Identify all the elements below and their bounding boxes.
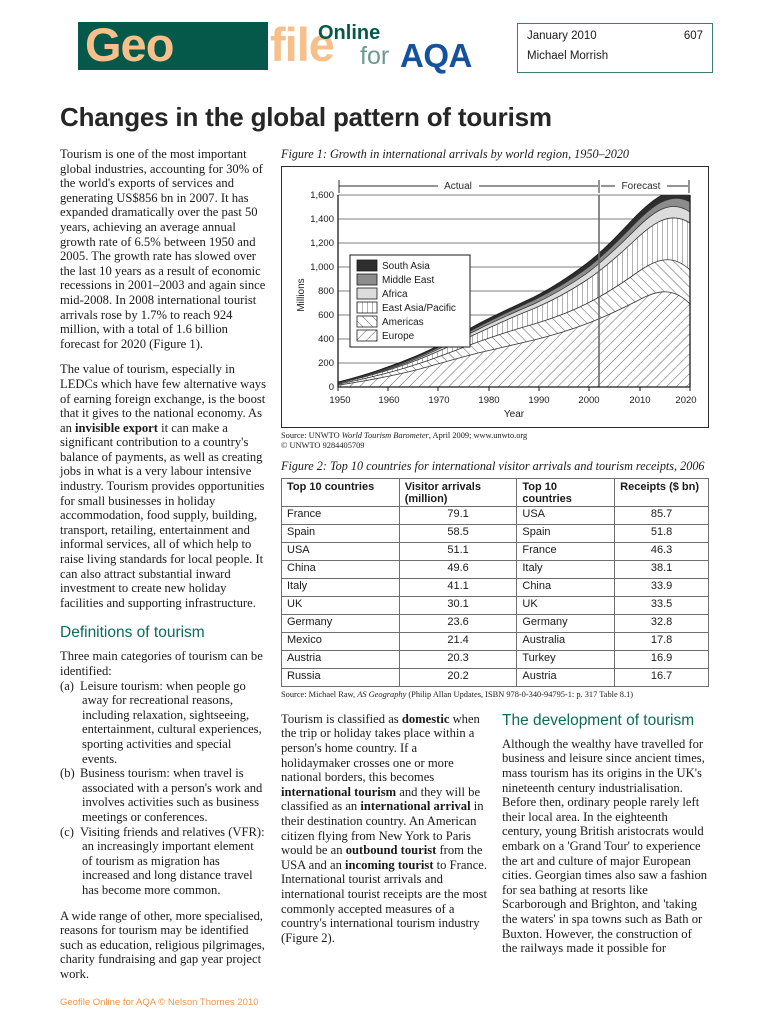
column-header-visitor-arrivals: Visitor arrivals (million) — [399, 479, 517, 507]
legend-label-americas: Americas — [382, 317, 424, 328]
page-footer: Geofile Online for AQA © Nelson Thornes 2010 — [60, 997, 259, 1008]
heading-development-of-tourism: The development of tourism — [502, 711, 695, 729]
list-item: (c) Visiting friends and relatives (VFR): an increasingly important element of tourism as migration has increased and long distance travel has become more common. — [60, 824, 265, 897]
table-row: China 49.6 Italy 38.1 — [282, 561, 709, 579]
list-item: (a) Leisure tourism: when people go away for recreational reasons, including relaxation, sightseeing, entertainment, cultural experiences, sporting activities and special events. — [60, 678, 262, 766]
table-row: Spain 58.5 Spain 51.8 — [282, 525, 709, 543]
bottom-left-column — [281, 712, 488, 967]
development-paragraph: Although the wealthy have travelled for business and leisure since ancient times, mass tourism has its origins in the UK's nineteenth century industrialisation. Before then, ordinary people rarely left their local area. In the eighteenth century, young British aristocrats would embark on a 'Grand Tour' to experience the art and culture of major European cities. Georgian times also saw a fashion for sea bathing at resorts like Scarborough and Brighton, and 'taking the waters' in spa towns such as Bath or Buxton. However, the construction of the railways made it possible for — [502, 736, 708, 956]
svg-text:2000: 2000 — [578, 395, 600, 406]
list-item: (b) Business tourism: when travel is associated with a person's work and involves activities such as business meetings or conferences. — [60, 766, 263, 824]
svg-text:400: 400 — [318, 334, 334, 345]
legend-swatch-middle-east — [357, 274, 377, 285]
svg-text:1950: 1950 — [329, 395, 351, 406]
svg-text:1990: 1990 — [528, 395, 550, 406]
chart-y-axis-label: Millions — [296, 278, 307, 312]
logo-geo-text: Geo — [85, 18, 174, 71]
table-row: Italy 41.1 China 33.9 — [282, 579, 709, 597]
legend-swatch-south-asia — [357, 260, 377, 271]
legend-label-africa: Africa — [382, 289, 408, 300]
main-content — [60, 147, 713, 992]
svg-text:1,000: 1,000 — [310, 262, 334, 273]
legend-swatch-east-asia-pacific — [357, 302, 377, 313]
table-row: Austria 20.3 Turkey 16.9 — [282, 651, 709, 669]
svg-text:2010: 2010 — [629, 395, 651, 406]
table-row: France 79.1 USA 85.7 — [282, 507, 709, 525]
column-header-countries-receipts: Top 10 countries — [517, 479, 615, 507]
legend-label-europe: Europe — [382, 331, 415, 342]
svg-text:800: 800 — [318, 286, 334, 297]
page-header — [60, 18, 713, 84]
right-figure-column — [281, 147, 711, 992]
other-reasons-paragraph: A wide range of other, more specialised, reasons for tourism may be identified such as education, religious pilgrimages, charity fundraising and gap year project work. — [60, 908, 265, 981]
geofile-logo — [60, 18, 485, 74]
logo-online-text: Online — [318, 22, 381, 44]
invisible-export-term: invisible export — [75, 420, 158, 435]
bottom-right-column — [502, 712, 709, 967]
legend-label-south-asia: South Asia — [382, 261, 430, 272]
classification-paragraph: Tourism is classified as domestic when the trip or holiday takes place within a person's home country. If a holidaymaker crosses one or more national borders, this becomes international tourism and they will be classified as an international arrival in their destination country. An American citizen flying from New York to Paris would be an outbound tourist from the USA and an incoming tourist to France. International tourist arrivals and international tourist receipts are the most commonly accepted measures of a country's international tourism industry (Figure 2). — [281, 711, 488, 945]
value-of-tourism-paragraph: The value of tourism, especially in LEDCs which have few alternative ways of earning foreign exchange, is the boost that it gives to the national economy. As an invisible export it can make a significant contribution to a country's balance of payments, as well as creating jobs in what is a very labour intensive industry. Tourism provides opportunities for small businesses in holiday accommodation, food supply, building, transport, retailing, entertainment and informal services, all of which help to raise living standards for local people. It can also attract substantial inward investment to create new holiday facilities and supporting infrastructure. — [60, 362, 266, 610]
issue-number: 607 — [683, 30, 703, 42]
svg-text:0: 0 — [328, 382, 334, 393]
page-title: Changes in the global pattern of tourism — [60, 102, 552, 132]
intro-paragraph: Tourism is one of the most important global industries, accounting for 30% of the world's exports of services and generating US$856 bn in 2007. It has expanded dramatically over the past 50 years, achieving an average annual growth rate of 6.5% between 1950 and 2005. The growth rate has slowed over the last 10 years as a result of economic recessions in 2001–2003 and again since mid-2008. In 2008 international tourist arrivals rose by 1.7% to reach 924 million, with a total of 1.6 billion forecast for 2020 (Figure 1). — [60, 147, 266, 351]
chart-x-axis-label: Year — [503, 409, 525, 420]
bottom-columns — [281, 712, 711, 967]
svg-text:1,600: 1,600 — [310, 190, 334, 201]
logo-for-text: for — [360, 42, 390, 70]
issue-date: January 2010 — [527, 30, 597, 42]
stacked-area-chart-svg — [282, 167, 708, 427]
svg-text:1,200: 1,200 — [310, 238, 334, 249]
table-header-row — [282, 479, 709, 507]
table-row: Russia 20.2 Austria 16.7 — [282, 669, 709, 687]
chart-annotation-forecast: Forecast — [621, 181, 661, 192]
column-header-receipts: Receipts ($ bn) — [615, 479, 709, 507]
figure2-table — [281, 478, 709, 687]
definitions-list — [60, 679, 267, 898]
logo-aqa-text: AQA — [400, 37, 472, 74]
column-header-countries-arrivals: Top 10 countries — [282, 479, 400, 507]
logo-file-text: file — [270, 18, 334, 71]
svg-text:1,400: 1,400 — [310, 214, 334, 225]
chart-y-tick-labels — [310, 190, 334, 393]
legend-label-east-asia-pacific: East Asia/Pacific — [382, 303, 456, 314]
figure2-source: Source: Michael Raw, AS Geography (Philip Allan Updates, ISBN 978-0-340-94795-1: p. 317 Table 8.1) — [281, 690, 634, 700]
svg-text:200: 200 — [318, 358, 334, 369]
figure1-chart — [281, 166, 709, 428]
svg-text:1960: 1960 — [378, 395, 400, 406]
author-name: Michael Morrish — [527, 50, 609, 62]
svg-text:2020: 2020 — [675, 395, 697, 406]
chart-annotation-actual: Actual — [444, 181, 472, 192]
figure2-caption: Figure 2: Top 10 countries for international visitor arrivals and tourism receipts, 2006 — [281, 459, 705, 474]
legend-label-middle-east: Middle East — [382, 275, 435, 286]
legend-swatch-europe — [357, 330, 377, 341]
table-row: UK 30.1 UK 33.5 — [282, 597, 709, 615]
legend-swatch-africa — [357, 288, 377, 299]
chart-legend — [350, 255, 470, 347]
figure1-source: Source: UNWTO World Tourism Barometer, April 2009; www.unwto.org © UNWTO 9284405709 — [281, 431, 528, 450]
chart-x-tick-labels — [329, 395, 696, 406]
figure1-caption: Figure 1: Growth in international arrivals by world region, 1950–2020 — [281, 147, 630, 161]
definitions-intro: Three main categories of tourism can be identified: — [60, 649, 263, 678]
svg-text:1980: 1980 — [478, 395, 500, 406]
left-text-column — [60, 147, 267, 992]
legend-swatch-americas — [357, 316, 377, 327]
heading-definitions-of-tourism: Definitions of tourism — [60, 624, 205, 642]
table-row: Mexico 21.4 Australia 17.8 — [282, 633, 709, 651]
table-row: Germany 23.6 Germany 32.8 — [282, 615, 709, 633]
table-row: USA 51.1 France 46.3 — [282, 543, 709, 561]
svg-text:600: 600 — [318, 310, 334, 321]
issue-info-box — [517, 23, 713, 73]
svg-text:1970: 1970 — [428, 395, 450, 406]
